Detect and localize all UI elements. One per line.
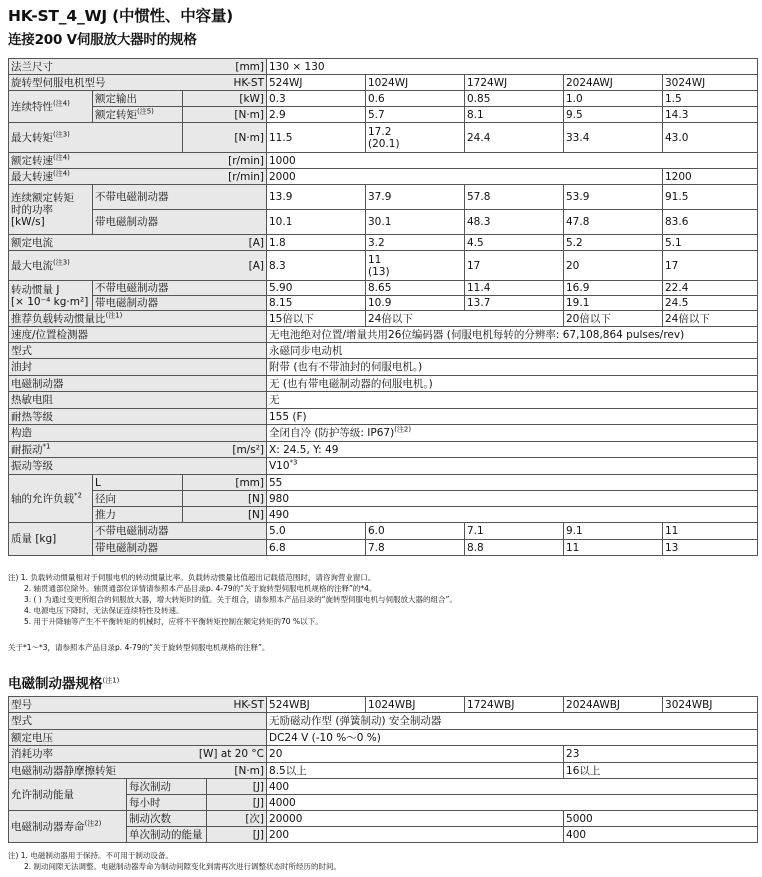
row-type: 型式 永磁同步电动机 [9, 343, 758, 359]
row-structure: 构造 全闭自冷 (防护等级: IP67)$^{(注2)}$ [9, 425, 758, 442]
note-2: 2. 轴贯通部位除外。轴贯通部位详情请参照本产品目录p. 4-79的“关于旋转型伺服电机规格的注释”的*4。 [24, 584, 377, 593]
page-subtitle: 连接200 V伺服放大器时的规格 [8, 32, 197, 48]
row-inertia-without: 转动惯量 J [× 10⁻⁴ kg·m²] 不带电磁制动器 5.90 8.65 11.4 16.9 22.4 [9, 281, 758, 296]
row-shaft-radial: 径向 [N] 980 [9, 491, 758, 507]
brake-note-1: 注) 1. 电磁制动器用于保持。不可用于制动设备。 [8, 851, 173, 860]
brake-row-type: 型式 无励磁动作型 (弹簧制动) 安全制动器 [9, 713, 758, 730]
row-vibration-rank: 振动等级 V10$^{*3}$ [9, 458, 758, 475]
row-rated-current: 额定电流 [A] 1.8 3.2 4.5 5.2 5.1 [9, 235, 758, 251]
row-mass-without: 质量 [kg] 不带电磁制动器 5.0 6.0 7.1 9.1 11 [9, 523, 758, 540]
brake-row-friction: 电磁制动器静摩擦转矩 [N·m] 8.5以上 16以上 [9, 763, 758, 779]
row-max-torque: 最大转矩$^{(注3)}$ [N·m] 11.5 17.2 (20.1) 24.4 33.4 43.0 [9, 123, 758, 153]
row-encoder: 速度/位置检测器 无电池绝对位置/增量共用26位编码器 (伺服电机每转的分辨率: 67,108,864 pulses/rev) [9, 327, 758, 343]
brake-table [8, 696, 758, 843]
row-brake: 电磁制动器 无 (也有带电磁制动器的伺服电机。) [9, 376, 758, 392]
row-model: 旋转型伺服电机型号 HK-ST 524WJ 1024WJ 1724WJ 2024AWJ 3024WJ [9, 75, 758, 91]
row-flange: 法兰尺寸 [mm] 130 × 130 [9, 59, 758, 75]
row-rated-speed: 额定转速$^{(注4)}$ [r/min] 1000 [9, 153, 758, 169]
row-oil-seal: 油封 附带 (也有不带油封的伺服电机。) [9, 359, 758, 376]
row-max-current: 最大电流$^{(注3)}$ [A] 8.3 11 (13) 17 20 17 [9, 251, 758, 281]
brake-row-model: 型号 HK-ST 524WBJ 1024WBJ 1724WBJ 2024AWBJ 3024WBJ [9, 697, 758, 713]
row-mass-with: 带电磁制动器 6.8 7.8 8.8 11 13 [9, 540, 758, 556]
row-rated-torque: 额定转矩$^{(注5)}$ [N·m] 2.9 5.7 8.1 9.5 14.3 [9, 107, 758, 123]
brake-row-per-brake: 允许制动能量 每次制动 [J] 400 [9, 779, 758, 795]
row-rated-output: 连续特性$^{(注4)}$ 额定输出 [kW] 0.3 0.6 0.85 1.0 1.5 [9, 91, 758, 107]
reference-note: 关于*1～*3，请参照本产品目录p. 4-79的“关于旋转型伺服电机规格的注释”。 [8, 643, 270, 652]
note-5: 5. 用于升降轴等产生不平衡转矩的机械时，应将不平衡转矩控制在额定转矩的70 %以下。 [24, 617, 323, 626]
row-shaft-thrust: 推力 [N] 490 [9, 507, 758, 523]
row-thermistor: 热敏电阻 无 [9, 392, 758, 409]
spec-notes [8, 572, 457, 627]
page-title: HK-ST_4_WJ (中惯性、中容量) [8, 7, 234, 25]
note-3: 3. ( ) 为通过变更所组合的伺服放大器，增大转矩时的值。关于组合，请参照本产品目录的“旋转型伺服电机与伺服放大器的组合”。 [24, 595, 457, 604]
row-inertia-with: 带电磁制动器 8.15 10.9 13.7 19.1 24.5 [9, 296, 758, 311]
row-power-rate-with: 带电磁制动器 10.1 30.1 48.3 47.8 83.6 [9, 210, 758, 235]
row-shaft-l: 轴的允许负载$^{*2}$ L [mm] 55 [9, 475, 758, 491]
brake-row-count: 电磁制动器寿命$^{(注2)}$ 制动次数 [次] 20000 5000 [9, 811, 758, 827]
row-insulation: 耐热等级 155 (F) [9, 409, 758, 425]
brake-note-2: 2. 制动间隙无法调整。电磁制动器寿命为制动间隙变化到需再次进行调整状态时所经历的时间。 [24, 862, 342, 871]
row-load-ratio: 推荐负载转动惯量比$^{(注1)}$ 15倍以下 24倍以下 20倍以下 24倍以下 [9, 311, 758, 327]
brake-notes [8, 850, 341, 872]
brake-section-title: 电磁制动器规格$^{(注1)}$ [8, 676, 120, 692]
note-4: 4. 电源电压下降时，无法保证连续特性及转速。 [24, 606, 184, 615]
brake-row-single: 单次制动的能量 [J] 200 400 [9, 827, 758, 843]
note-1: 注) 1. 负载转动惯量相对于伺服电机的转动惯量比率。负载转动惯量比值超出记载值范围时，请咨询营业窗口。 [8, 573, 376, 582]
spec-table [8, 58, 758, 556]
brake-row-voltage: 额定电压 DC24 V (-10 %～0 %) [9, 730, 758, 746]
row-vibration: 耐振动$^{*1}$ [m/s²] X: 24.5, Y: 49 [9, 442, 758, 458]
brake-row-per-hour: 每小时 [J] 4000 [9, 795, 758, 811]
row-power-rate-without: 连续额定转矩 时的功率 [kW/s] 不带电磁制动器 13.9 37.9 57.8 53.9 91.5 [9, 185, 758, 210]
brake-row-power: 消耗功率 [W] at 20 °C 20 23 [9, 746, 758, 763]
row-max-speed: 最大转速$^{(注4)}$ [r/min] 2000 1200 [9, 169, 758, 185]
